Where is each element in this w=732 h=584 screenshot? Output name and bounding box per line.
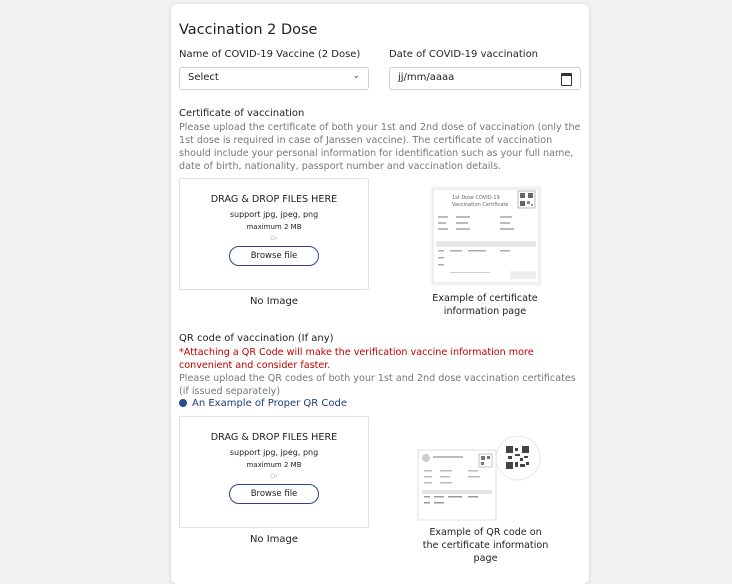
vaccination-date-label: Date of COVID-19 vaccination <box>389 49 539 60</box>
dropzone-support: support jpg, jpeg, png <box>229 210 319 219</box>
certificate-section-title: Certificate of vaccination <box>179 108 305 119</box>
certificate-help-text: Please upload the certificate of both your 1st and 2nd dose of vaccination (only the 1st dose is required in case of Janssen vaccine). The certificate of vaccination should include your personal information for identification such as your full name, date of birth, nationality, passport number and vaccination details. <box>179 122 581 172</box>
qr-no-image-text: No Image <box>249 534 299 545</box>
dropzone-max-size: maximum 2 MB <box>246 461 302 469</box>
qr-example-image <box>416 436 546 526</box>
sample-heading-2: Vaccination Certificate <box>452 202 509 208</box>
dropzone-or: Or <box>270 472 278 480</box>
qr-warning-text: *Attaching a QR Code will make the verification vaccine information more convenient and consider faster. <box>179 347 534 371</box>
vaccine-name-select[interactable] <box>179 67 369 90</box>
dropzone-support: support jpg, jpeg, png <box>229 448 319 457</box>
qr-example-caption <box>413 526 558 565</box>
vaccine-name-label: Name of COVID-19 Vaccine (2 Dose) <box>179 49 361 60</box>
chevron-down-icon: ⌄ <box>352 71 360 81</box>
dropzone-or: Or <box>270 234 278 242</box>
certificate-browse-button[interactable]: Browse file <box>229 246 319 266</box>
certificate-example-caption <box>415 292 555 318</box>
dropzone-heading: DRAG & DROP FILES HERE <box>210 194 338 205</box>
qr-help-text: Please upload the QR codes of both your 1st and 2nd dose vaccination certificates (if issued separately) <box>179 373 576 397</box>
qr-browse-button[interactable]: Browse file <box>229 484 319 504</box>
qr-example-link-label: An Example of Proper QR Code <box>192 398 347 409</box>
qr-caption-line-2: the certificate information <box>422 540 549 551</box>
qr-section-title: QR code of vaccination (If any) <box>179 333 334 344</box>
qr-caption-line-3: page <box>473 553 498 564</box>
info-dot-icon <box>179 399 187 407</box>
date-value: jj/mm/aaaa <box>398 72 455 83</box>
dropzone-max-size: maximum 2 MB <box>246 223 302 231</box>
form-title: Vaccination 2 Dose <box>179 22 318 38</box>
dropzone-heading: DRAG & DROP FILES HERE <box>210 432 338 443</box>
calendar-icon[interactable] <box>561 73 572 86</box>
certificate-dropzone[interactable] <box>179 178 369 290</box>
qr-caption-line-1: Example of QR code on <box>429 527 542 538</box>
certificate-no-image-text: No Image <box>249 296 299 307</box>
vaccination-date-input[interactable] <box>389 67 581 90</box>
certificate-caption-line-1: Example of certificate <box>432 293 538 304</box>
vaccination-form-card <box>171 4 589 584</box>
qr-dropzone[interactable] <box>179 416 369 528</box>
certificate-example-image <box>430 186 542 286</box>
certificate-caption-line-2: information page <box>443 306 527 317</box>
vaccine-select-value: Select <box>188 72 219 83</box>
sample-heading-1: 1st Dose COVID-19 <box>452 195 500 201</box>
qr-example-link[interactable] <box>179 398 347 409</box>
